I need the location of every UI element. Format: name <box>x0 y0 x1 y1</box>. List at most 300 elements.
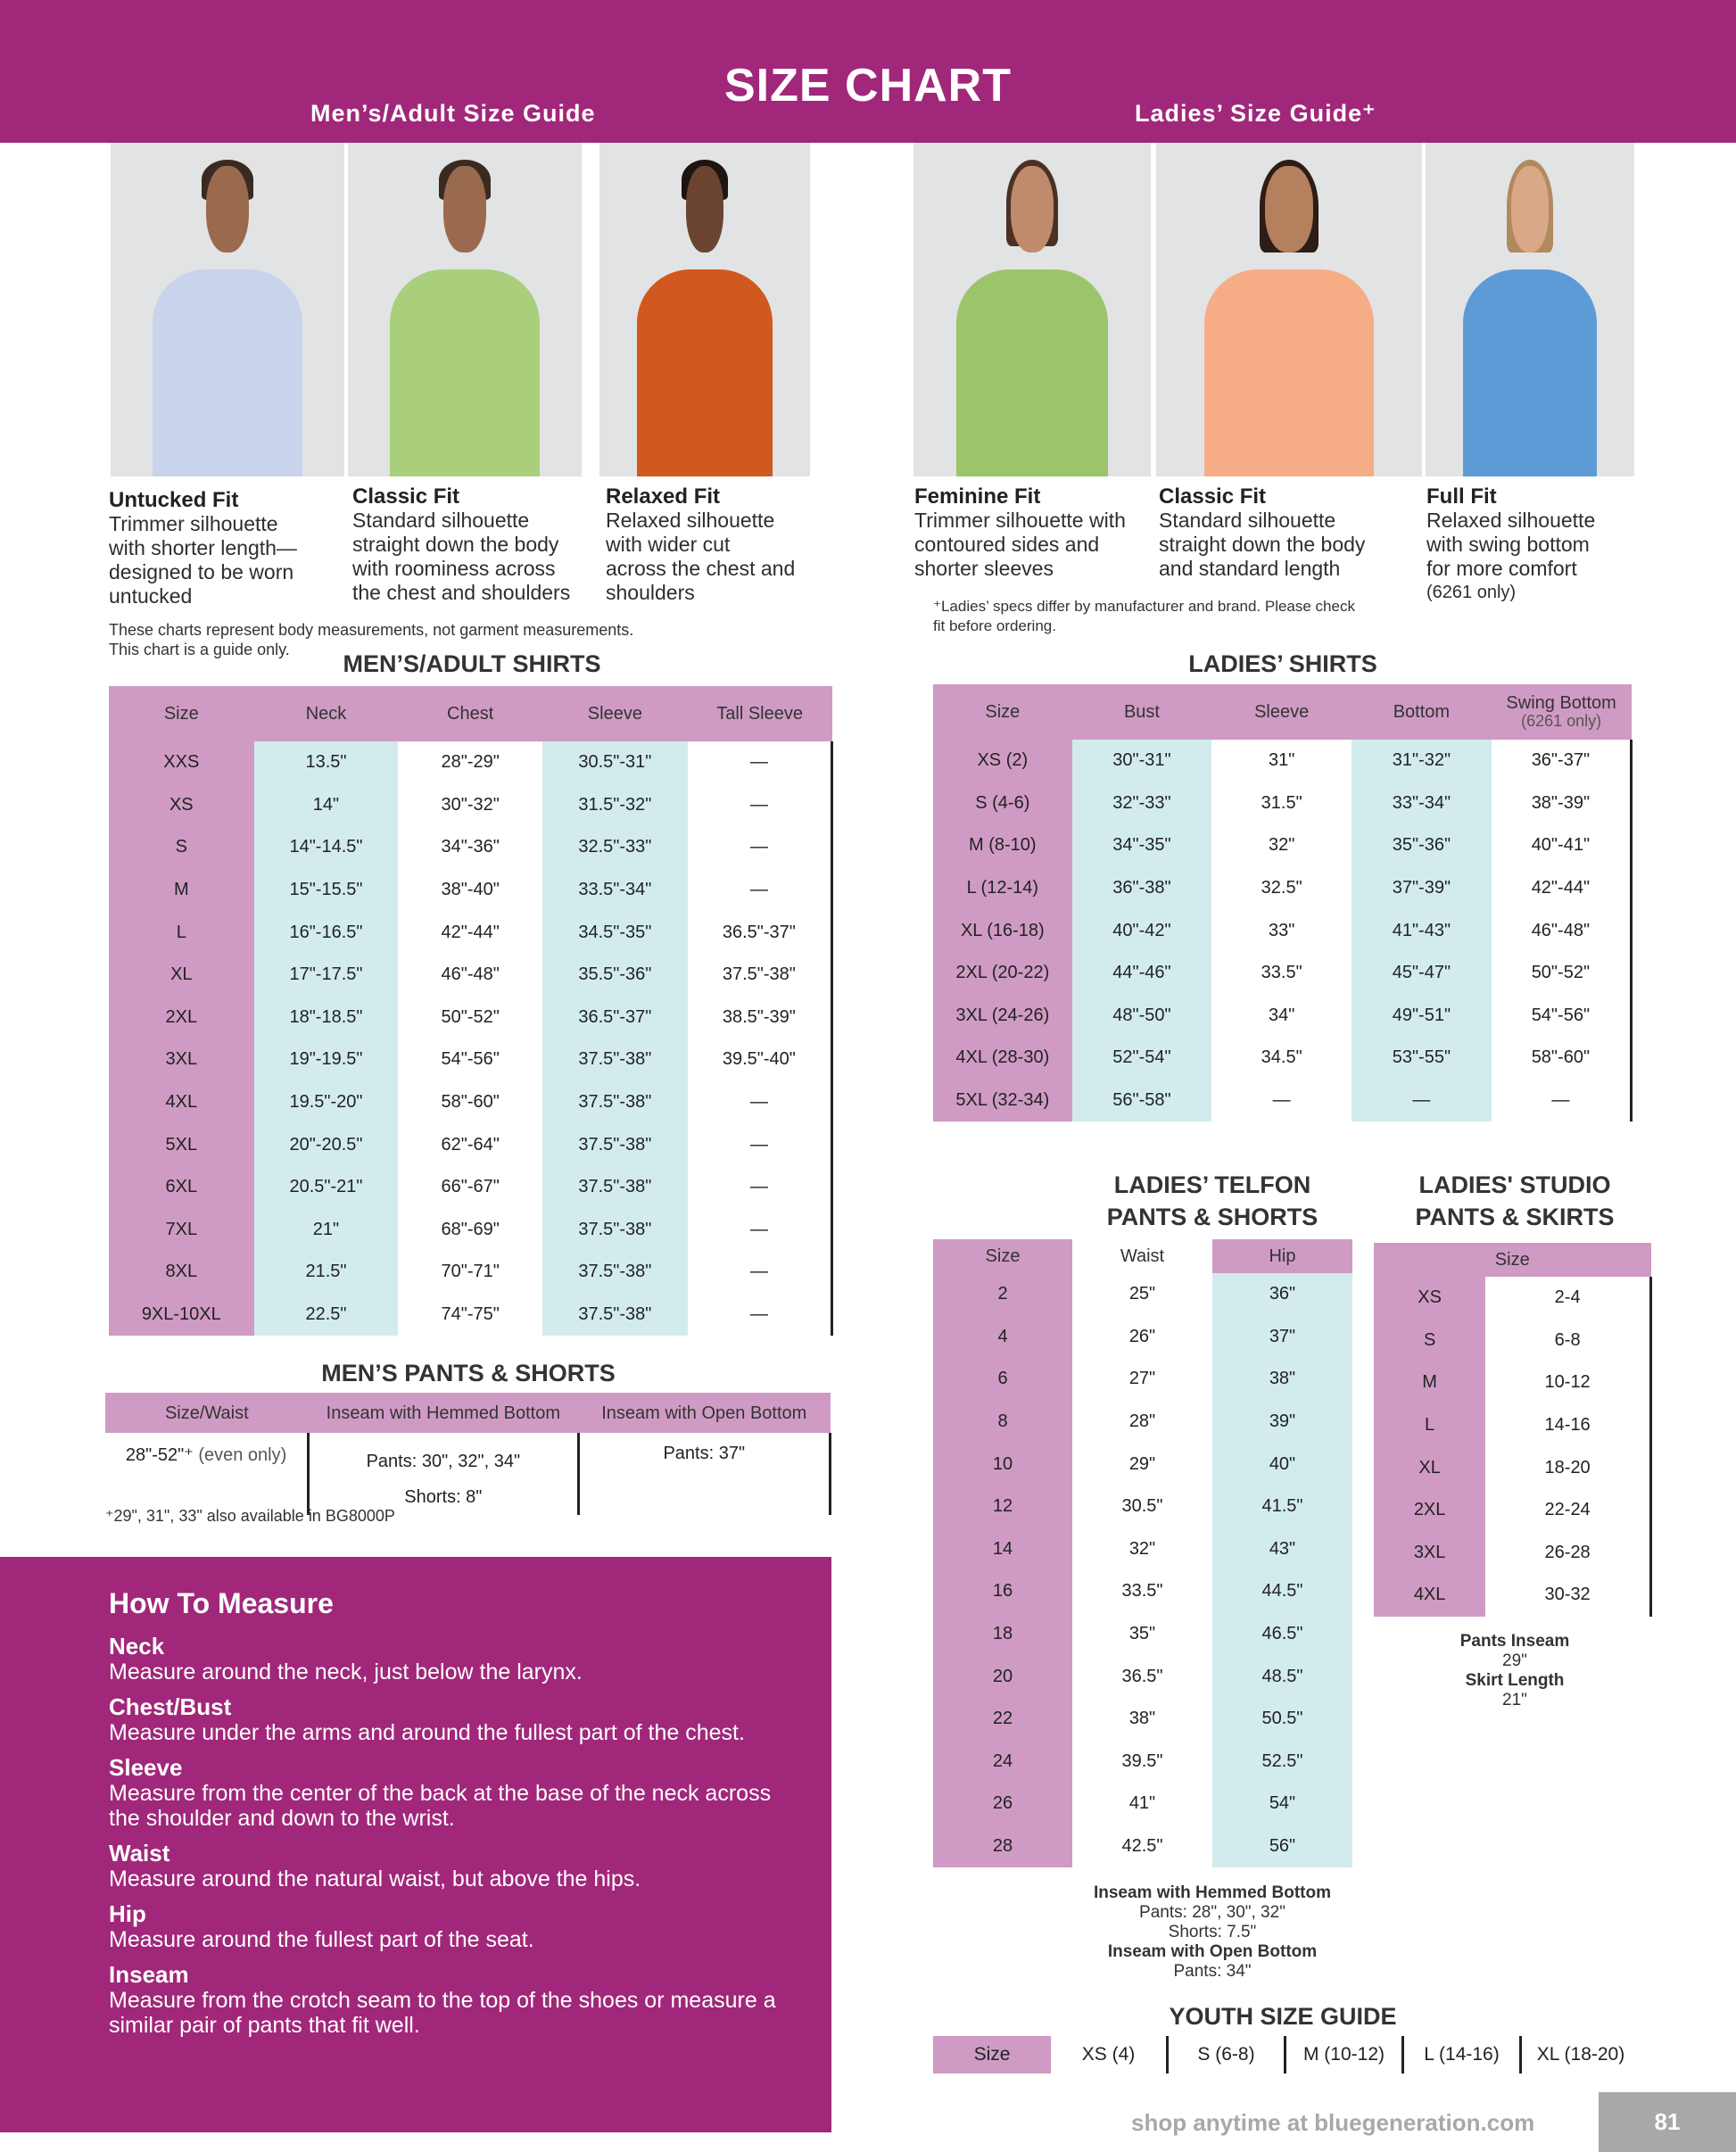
table-cell: 34.5"-35" <box>542 911 688 954</box>
men-classic-fit-description <box>352 484 570 605</box>
hemmed-pants: Pants: 30", 32", 34" <box>366 1452 521 1471</box>
table-cell: L <box>109 911 254 954</box>
table-cell: 33"-34" <box>1352 782 1492 825</box>
untucked-fit-description <box>109 488 297 608</box>
table-cell: 36.5"-37" <box>542 997 688 1039</box>
table-row <box>109 911 832 954</box>
table-cell: 37.5"-38" <box>542 1251 688 1294</box>
table-cell: 8 <box>933 1401 1072 1444</box>
table-row <box>109 1209 832 1252</box>
table-cell: XL <box>1374 1446 1485 1489</box>
table-cell: 36"-37" <box>1492 740 1632 782</box>
table-cell: S <box>109 826 254 869</box>
table-cell: 35"-36" <box>1352 824 1492 867</box>
youth-size-value: S (6-8) <box>1169 2036 1286 2073</box>
mens-pants-table <box>105 1393 831 1515</box>
table-row <box>109 954 832 997</box>
table-cell: 37.5"-38" <box>688 954 832 997</box>
table-cell: 68"-69" <box>398 1209 542 1252</box>
open-cell <box>578 1433 830 1515</box>
table-cell: 9XL-10XL <box>109 1294 254 1337</box>
table-cell: 58"-60" <box>398 1081 542 1124</box>
table-cell: 56"-58" <box>1072 1080 1212 1122</box>
fit-desc: Standard silhouette straight down the body with roominess across the chest and shoulders <box>352 509 571 604</box>
body-measurements-note: These charts represent body measurements, not garment measurements. This chart is a guide only. <box>109 621 634 658</box>
measure-item <box>109 1961 831 2038</box>
shirt-swatch <box>153 269 302 476</box>
mens-shirts-table <box>109 686 833 1336</box>
col-header: Inseam with Open Bottom <box>578 1393 830 1433</box>
table-cell: — <box>688 869 832 912</box>
fit-title: Feminine Fit <box>914 484 1041 509</box>
table-cell: 8XL <box>109 1251 254 1294</box>
table-cell: 70"-71" <box>398 1251 542 1294</box>
full-fit-photo <box>1426 143 1634 476</box>
table-row <box>933 1273 1352 1316</box>
skirt-length-label: Skirt Length <box>1465 1671 1565 1690</box>
col-header: Size <box>109 686 254 741</box>
table-cell: 39.5" <box>1072 1741 1212 1784</box>
col-header: Size <box>933 1239 1072 1273</box>
youth-size-value: XS (4) <box>1051 2036 1169 2073</box>
table-cell: XXS <box>109 741 254 784</box>
table-cell: 18"-18.5" <box>254 997 399 1039</box>
table-cell: XS <box>1374 1277 1485 1320</box>
table-cell: — <box>1492 1080 1632 1122</box>
measure-label: Waist <box>109 1840 170 1866</box>
table-row <box>1374 1574 1651 1617</box>
table-cell: 42.5" <box>1072 1825 1212 1868</box>
table-row <box>109 1081 832 1124</box>
table-cell: 3XL (24-26) <box>933 995 1072 1038</box>
table-cell: 13.5" <box>254 741 399 784</box>
fit-title: Full Fit <box>1426 484 1497 509</box>
table-cell: 6-8 <box>1485 1320 1650 1362</box>
table-cell: 44"-46" <box>1072 952 1212 995</box>
table-row <box>933 995 1632 1038</box>
mens-shirts-title: MEN’S/ADULT SHIRTS <box>343 650 601 677</box>
table-cell: 32"-33" <box>1072 782 1212 825</box>
table-cell: 37.5"-38" <box>542 1039 688 1081</box>
skirt-length-value: 21" <box>1502 1691 1527 1709</box>
table-cell: — <box>1211 1080 1352 1122</box>
table-cell: 3XL <box>1374 1532 1485 1575</box>
table-cell: 2XL <box>1374 1489 1485 1532</box>
men-size-guide-heading: Men’s/Adult Size Guide <box>310 100 596 127</box>
table-cell: 40" <box>1212 1443 1352 1486</box>
table-cell: 42"-44" <box>1492 867 1632 910</box>
table-cell: 22 <box>933 1698 1072 1741</box>
table-cell: 10 <box>933 1443 1072 1486</box>
table-cell: 14 <box>933 1528 1072 1571</box>
table-cell: 54" <box>1212 1783 1352 1825</box>
table-cell: — <box>688 1209 832 1252</box>
col-header: Size <box>1374 1243 1651 1277</box>
table-cell: 18 <box>933 1613 1072 1656</box>
table-cell: 6XL <box>109 1166 254 1209</box>
table-cell: 50"-52" <box>398 997 542 1039</box>
table-cell: 38.5"-39" <box>688 997 832 1039</box>
size-waist-cell <box>105 1433 309 1515</box>
col-header: Size/Waist <box>105 1393 309 1433</box>
mens-pants-footnote: ⁺29", 31", 33" also available in BG8000P <box>105 1507 395 1525</box>
col-header: Chest <box>398 686 542 741</box>
table-cell: 20.5"-21" <box>254 1166 399 1209</box>
table-cell: — <box>688 1251 832 1294</box>
table-cell: L (12-14) <box>933 867 1072 910</box>
table-row <box>933 782 1632 825</box>
table-row <box>1374 1532 1651 1575</box>
measure-text: Measure from the center of the back at the base of the neck across the shoulder and down to the wrist. <box>109 1781 772 1831</box>
table-cell: 34" <box>1211 995 1352 1038</box>
table-cell: S (4-6) <box>933 782 1072 825</box>
ladies-shirts-title: LADIES’ SHIRTS <box>1188 650 1377 677</box>
untucked-fit-photo <box>111 143 344 476</box>
table-cell: 32" <box>1211 824 1352 867</box>
table-cell: 14"-14.5" <box>254 826 399 869</box>
table-cell: 41"-43" <box>1352 909 1492 952</box>
table-cell: 46"-48" <box>398 954 542 997</box>
table-row <box>933 952 1632 995</box>
table-cell: XL <box>109 954 254 997</box>
measure-text: Measure around the natural waist, but above the hips. <box>109 1866 641 1891</box>
telfon-hemmed-shorts: Shorts: 7.5" <box>1168 1923 1257 1941</box>
table-cell: 28"-29" <box>398 741 542 784</box>
telfon-hemmed-pants: Pants: 28", 30", 32" <box>1139 1903 1285 1922</box>
table-row <box>1374 1446 1651 1489</box>
table-cell: 54"-56" <box>1492 995 1632 1038</box>
swing-bottom-note: (6261 only) <box>1521 712 1602 730</box>
table-cell: 38"-40" <box>398 869 542 912</box>
ladies-specs-note: ⁺Ladies’ specs differ by manufacturer and brand. Please check fit before ordering. <box>933 598 1355 634</box>
table-cell: 37" <box>1212 1316 1352 1359</box>
table-row <box>933 740 1632 782</box>
ladies-shirts-body <box>933 740 1632 1122</box>
hemmed-cell <box>309 1433 578 1515</box>
table-cell: — <box>688 784 832 827</box>
table-cell: 40"-41" <box>1492 824 1632 867</box>
how-to-measure-panel <box>0 1557 831 2132</box>
table-cell: 16"-16.5" <box>254 911 399 954</box>
table-cell: 38"-39" <box>1492 782 1632 825</box>
table-cell: 7XL <box>109 1209 254 1252</box>
table-cell: 50"-52" <box>1492 952 1632 995</box>
hemmed-shorts: Shorts: 8" <box>404 1487 483 1507</box>
table-cell: 33.5" <box>1072 1570 1212 1613</box>
ladies-classic-fit-description <box>1159 484 1365 581</box>
table-cell: 45"-47" <box>1352 952 1492 995</box>
table-cell: — <box>688 826 832 869</box>
measure-item <box>109 1633 831 1684</box>
size-waist-value: 28"-52"⁺ <box>125 1445 194 1465</box>
fit-desc: Trimmer silhouette with contoured sides and shorter sleeves <box>914 509 1126 580</box>
youth-size-value: XL (18-20) <box>1536 2044 1625 2065</box>
ladies-size-guide-heading: Ladies’ Size Guide⁺ <box>1135 100 1376 127</box>
table-cell: 50.5" <box>1212 1698 1352 1741</box>
table-cell: 36.5"-37" <box>688 911 832 954</box>
table-cell: 14-16 <box>1485 1404 1650 1447</box>
table-cell: 4 <box>933 1316 1072 1359</box>
table-cell: 36" <box>1212 1273 1352 1316</box>
table-cell: 21.5" <box>254 1251 399 1294</box>
table-cell: 19.5"-20" <box>254 1081 399 1124</box>
telfon-open-label: Inseam with Open Bottom <box>1107 1942 1318 1961</box>
table-row <box>933 1037 1632 1080</box>
table-cell: 41" <box>1072 1783 1212 1825</box>
fit-desc: Relaxed silhouette with swing bottom for more comfort <box>1426 509 1596 580</box>
table-cell: 49"-51" <box>1352 995 1492 1038</box>
table-cell: 5XL <box>109 1123 254 1166</box>
table-cell: 58"-60" <box>1492 1037 1632 1080</box>
table-cell: L <box>1374 1404 1485 1447</box>
measure-label: Hip <box>109 1900 146 1927</box>
table-cell: 31.5"-32" <box>542 784 688 827</box>
pants-inseam-label: Pants Inseam <box>1459 1632 1570 1651</box>
ladies-telfon-table <box>933 1239 1352 1867</box>
table-cell: 22.5" <box>254 1294 399 1337</box>
table-row <box>933 1825 1352 1868</box>
table-cell: 38" <box>1212 1358 1352 1401</box>
measure-text: Measure around the fullest part of the seat. <box>109 1927 534 1952</box>
table-cell: — <box>688 1166 832 1209</box>
table-row <box>109 869 832 912</box>
table-row <box>109 1039 832 1081</box>
page-title: SIZE CHART <box>724 60 1012 112</box>
table-cell: 56" <box>1212 1825 1352 1868</box>
table-cell: — <box>688 1081 832 1124</box>
table-cell: 32" <box>1072 1528 1212 1571</box>
table-cell: 52.5" <box>1212 1741 1352 1784</box>
table-cell: — <box>688 1294 832 1337</box>
table-cell: 34"-36" <box>398 826 542 869</box>
measure-text: Measure under the arms and around the fullest part of the chest. <box>109 1720 745 1745</box>
col-header: Waist <box>1072 1239 1212 1273</box>
fit-title: Relaxed Fit <box>606 484 721 509</box>
ladies-studio-table <box>1374 1243 1652 1617</box>
table-cell: S <box>1374 1320 1485 1362</box>
table-cell: 21" <box>254 1209 399 1252</box>
table-cell: 54"-56" <box>398 1039 542 1081</box>
table-row <box>933 824 1632 867</box>
table-cell: 29" <box>1072 1443 1212 1486</box>
table-cell: 30-32 <box>1485 1574 1650 1617</box>
table-row <box>109 1251 832 1294</box>
col-header: Hip <box>1212 1239 1352 1273</box>
pants-inseam-value: 29" <box>1502 1651 1527 1670</box>
table-cell: 48"-50" <box>1072 995 1212 1038</box>
table-cell: 37.5"-38" <box>542 1209 688 1252</box>
telfon-inseam-notes <box>933 1883 1492 1982</box>
table-cell: 26 <box>933 1783 1072 1825</box>
table-row <box>933 1613 1352 1656</box>
measure-label: Chest/Bust <box>109 1693 232 1720</box>
table-row <box>1374 1404 1651 1447</box>
col-header: Tall Sleeve <box>688 686 832 741</box>
col-header: Neck <box>254 686 399 741</box>
table-cell: — <box>688 1123 832 1166</box>
table-cell: 18-20 <box>1485 1446 1650 1489</box>
table-cell: 52"-54" <box>1072 1037 1212 1080</box>
col-header: Bust <box>1072 684 1212 740</box>
relaxed-fit-photo <box>599 143 810 476</box>
table-row <box>109 826 832 869</box>
table-cell: M <box>1374 1362 1485 1404</box>
table-cell: 2-4 <box>1485 1277 1650 1320</box>
table-row <box>933 1401 1352 1444</box>
table-cell: 16 <box>933 1570 1072 1613</box>
youth-size-guide-title: YOUTH SIZE GUIDE <box>1169 2003 1397 2030</box>
table-cell: 27" <box>1072 1358 1212 1401</box>
fit-note: (6261 only) <box>1426 583 1517 602</box>
table-cell: 44.5" <box>1212 1570 1352 1613</box>
table-row <box>109 1166 832 1209</box>
col-header: Size <box>933 684 1072 740</box>
table-cell: — <box>1352 1080 1492 1122</box>
table-cell: 42"-44" <box>398 911 542 954</box>
measure-item <box>109 1754 831 1831</box>
table-row <box>933 1486 1352 1528</box>
how-to-measure-title: How To Measure <box>109 1587 334 1619</box>
swing-bottom-label: Swing Bottom <box>1506 693 1616 713</box>
table-cell: — <box>688 741 832 784</box>
ladies-telfon-title: LADIES’ TELFON PANTS & SHORTS <box>1106 1171 1319 1230</box>
ladies-studio-title: LADIES' STUDIO PANTS & SKIRTS <box>1415 1171 1615 1230</box>
table-cell: 4XL <box>1374 1574 1485 1617</box>
table-cell: 14" <box>254 784 399 827</box>
table-cell: 6 <box>933 1358 1072 1401</box>
youth-size-value: L (14-16) <box>1404 2036 1522 2073</box>
telfon-open-pants: Pants: 34" <box>1173 1962 1252 1981</box>
table-cell: 3XL <box>109 1039 254 1081</box>
measure-text: Measure around the neck, just below the larynx. <box>109 1660 583 1684</box>
table-cell: 35.5"-36" <box>542 954 688 997</box>
size-waist-note: (even only) <box>198 1445 287 1465</box>
table-cell: XS <box>109 784 254 827</box>
table-row <box>109 1123 832 1166</box>
table-row <box>933 1655 1352 1698</box>
table-cell: 5XL (32-34) <box>933 1080 1072 1122</box>
table-cell: 38" <box>1072 1698 1212 1741</box>
table-row <box>933 867 1632 910</box>
table-cell: 26" <box>1072 1316 1212 1359</box>
table-row <box>1374 1489 1651 1532</box>
page-number: 81 <box>1599 2092 1736 2152</box>
table-cell: 37.5"-38" <box>542 1123 688 1166</box>
table-cell: 39.5"-40" <box>688 1039 832 1081</box>
col-header <box>1492 684 1632 740</box>
table-cell: 30"-31" <box>1072 740 1212 782</box>
table-row <box>933 909 1632 952</box>
table-cell: 36.5" <box>1072 1655 1212 1698</box>
table-row <box>109 1294 832 1337</box>
table-cell: 2XL (20-22) <box>933 952 1072 995</box>
table-cell: 37.5"-38" <box>542 1294 688 1337</box>
table-cell: 31" <box>1211 740 1352 782</box>
table-cell: 37.5"-38" <box>542 1166 688 1209</box>
table-row <box>933 1080 1632 1122</box>
table-cell: 28 <box>933 1825 1072 1868</box>
table-cell: 37"-39" <box>1352 867 1492 910</box>
table-cell: 40"-42" <box>1072 909 1212 952</box>
table-cell: 74"-75" <box>398 1294 542 1337</box>
table-cell: 33" <box>1211 909 1352 952</box>
table-cell: 39" <box>1212 1401 1352 1444</box>
fit-desc: Standard silhouette straight down the body and standard length <box>1159 509 1366 580</box>
table-row <box>933 1443 1352 1486</box>
table-row <box>1374 1362 1651 1404</box>
fit-title: Classic Fit <box>1159 484 1267 509</box>
fit-desc: Trimmer silhouette with shorter length— designed to be worn untucked <box>109 512 297 608</box>
fit-desc: Relaxed silhouette with wider cut across the chest and shoulders <box>606 509 796 604</box>
table-row <box>109 741 832 784</box>
studio-notes <box>1374 1632 1656 1710</box>
footer-url[interactable]: shop anytime at bluegeneration.com <box>1131 2109 1535 2136</box>
measure-label: Neck <box>109 1633 165 1660</box>
table-cell: 31.5" <box>1211 782 1352 825</box>
relaxed-fit-description <box>606 484 795 605</box>
table-cell: 19"-19.5" <box>254 1039 399 1081</box>
col-header: Sleeve <box>542 686 688 741</box>
mens-pants-title: MEN’S PANTS & SHORTS <box>321 1360 616 1386</box>
table-row <box>933 1316 1352 1359</box>
table-cell: 36"-38" <box>1072 867 1212 910</box>
table-cell: 10-12 <box>1485 1362 1650 1404</box>
telfon-hemmed-label: Inseam with Hemmed Bottom <box>1093 1883 1332 1902</box>
table-cell: M (8-10) <box>933 824 1072 867</box>
table-cell: 66"-67" <box>398 1166 542 1209</box>
measure-text: Measure from the crotch seam to the top of the shoes or measure a similar pair of pants that fit well. <box>109 1988 776 2038</box>
table-row <box>1374 1320 1651 1362</box>
table-row <box>933 1698 1352 1741</box>
table-cell: 32.5"-33" <box>542 826 688 869</box>
table-cell: 46.5" <box>1212 1613 1352 1656</box>
ladies-classic-fit-photo <box>1156 143 1422 476</box>
table-cell: 35" <box>1072 1613 1212 1656</box>
table-cell: XL (16-18) <box>933 909 1072 952</box>
table-cell: 26-28 <box>1485 1532 1650 1575</box>
table-cell: 15"-15.5" <box>254 869 399 912</box>
table-cell: 37.5"-38" <box>542 1081 688 1124</box>
table-cell: 20"-20.5" <box>254 1123 399 1166</box>
table-cell: 24 <box>933 1741 1072 1784</box>
table-cell: 32.5" <box>1211 867 1352 910</box>
table-cell: 4XL (28-30) <box>933 1037 1072 1080</box>
ladies-studio-body <box>1374 1277 1651 1617</box>
mens-shirts-body <box>109 741 832 1336</box>
table-row <box>933 1741 1352 1784</box>
table-cell: XS (2) <box>933 740 1072 782</box>
table-cell: 30.5"-31" <box>542 741 688 784</box>
table-cell: 17"-17.5" <box>254 954 399 997</box>
table-cell: 62"-64" <box>398 1123 542 1166</box>
table-cell: 33.5"-34" <box>542 869 688 912</box>
table-row <box>933 1570 1352 1613</box>
measure-label: Inseam <box>109 1961 189 1988</box>
ladies-shirts-table <box>933 684 1633 1122</box>
table-cell: 2 <box>933 1273 1072 1316</box>
measure-label: Sleeve <box>109 1754 183 1781</box>
table-cell: 25" <box>1072 1273 1212 1316</box>
table-cell: 33.5" <box>1211 952 1352 995</box>
table-cell: 2XL <box>109 997 254 1039</box>
youth-size-row <box>933 2036 1640 2073</box>
table-row <box>109 997 832 1039</box>
fit-title: Untucked Fit <box>109 488 239 512</box>
col-header: Inseam with Hemmed Bottom <box>309 1393 578 1433</box>
table-cell: 46"-48" <box>1492 909 1632 952</box>
col-header: Bottom <box>1352 684 1492 740</box>
table-cell: 30"-32" <box>398 784 542 827</box>
